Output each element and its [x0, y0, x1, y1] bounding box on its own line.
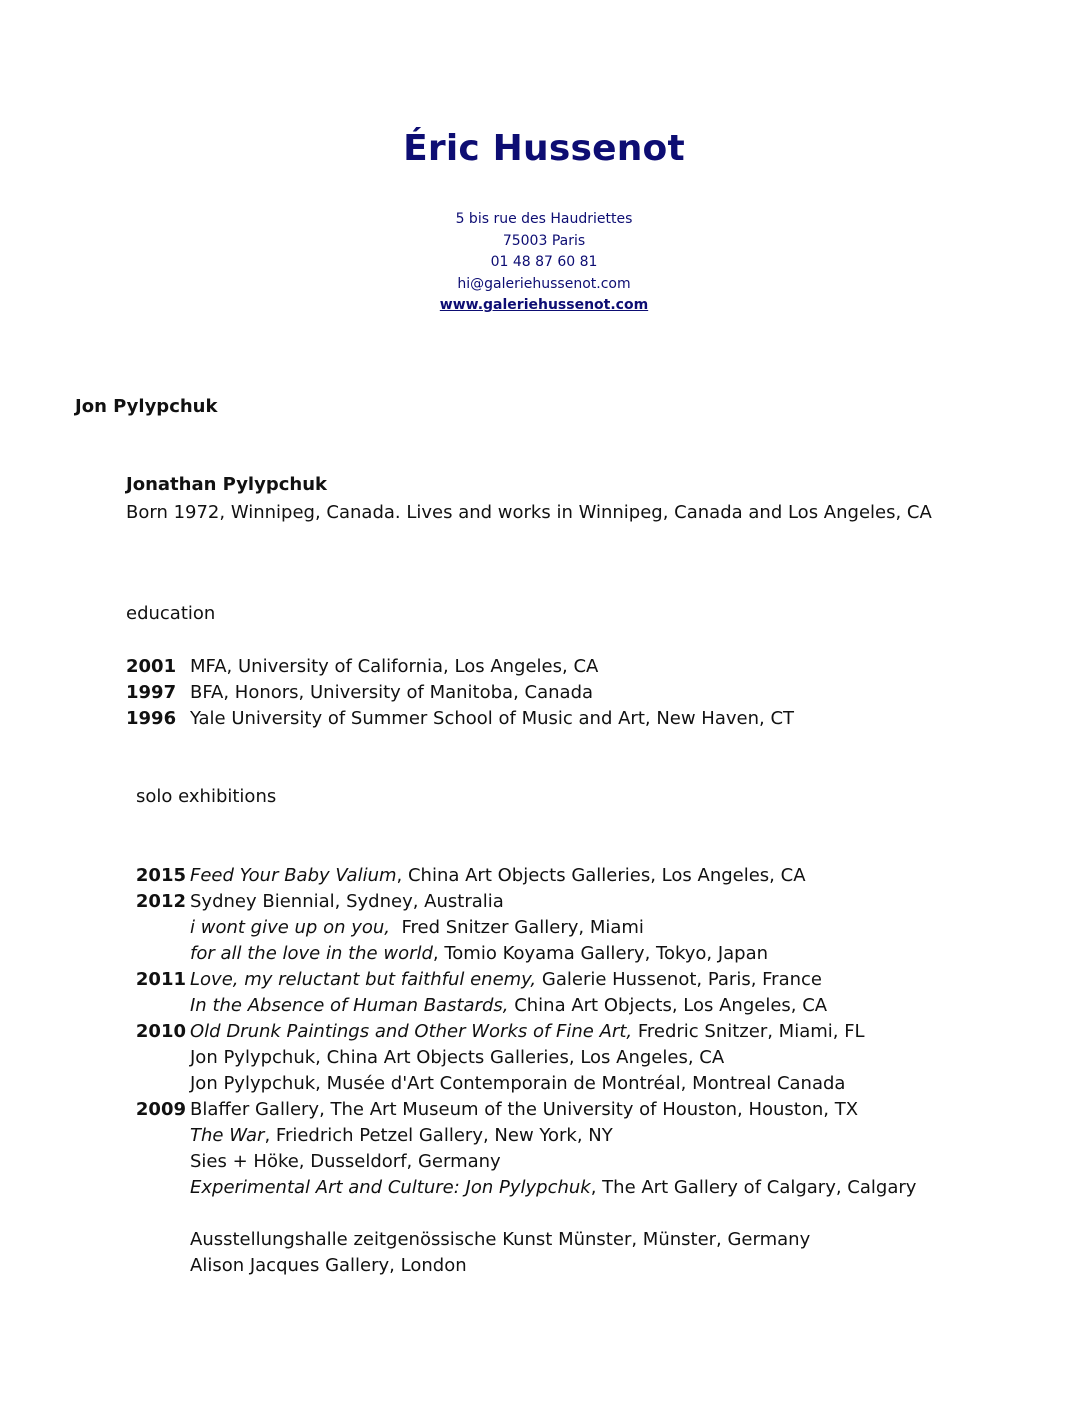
exhibition-row	[126, 967, 976, 993]
exhibition-row	[126, 1071, 976, 1097]
education-row	[126, 654, 986, 680]
exhibition-row	[126, 993, 976, 1019]
exhibition-venue: Jon Pylypchuk, Musée d'Art Contemporain de Montréal, Montreal Canada	[190, 1073, 846, 1094]
address-city: 75003 Paris	[502, 232, 586, 249]
exhibition-row	[126, 863, 976, 889]
exhibition-year: 2012	[135, 891, 186, 912]
exhibition-venue: , The Art Gallery of Calgary, Calgary	[590, 1177, 917, 1198]
solo-exhibitions-heading: solo exhibitions	[136, 786, 277, 807]
exhibition-row	[126, 1097, 976, 1123]
artist-short-name: Jon Pylypchuk	[75, 396, 218, 417]
exhibition-entry	[190, 1175, 976, 1201]
exhibition-year: 2010	[135, 1021, 186, 1042]
education-year: 1996	[126, 708, 177, 729]
exhibition-row	[126, 1175, 976, 1227]
exhibition-entry	[190, 915, 976, 941]
exhibition-entry	[190, 1045, 976, 1071]
exhibition-title: Old Drunk Paintings and Other Works of Fine Art,	[190, 1021, 633, 1042]
gallery-website-link[interactable]: www.galeriehussenot.com	[439, 297, 649, 313]
exhibition-venue: Sydney Biennial, Sydney, Australia	[190, 891, 504, 912]
address-street: 5 bis rue des Haudriettes	[455, 211, 633, 227]
exhibition-entry	[190, 941, 976, 967]
exhibition-entry	[190, 1149, 976, 1175]
exhibition-venue: Sies + Höke, Dusseldorf, Germany	[190, 1151, 501, 1172]
exhibition-row	[126, 1123, 976, 1149]
exhibition-venue: Jon Pylypchuk, China Art Objects Galleries, Los Angeles, CA	[190, 1047, 725, 1068]
exhibition-entry	[190, 993, 976, 1019]
exhibition-title: In the Absence of Human Bastards,	[190, 995, 509, 1016]
exhibition-title: Experimental Art and Culture: Jon Pylypchuk	[190, 1177, 591, 1198]
exhibition-year: 2011	[135, 969, 186, 990]
exhibition-row	[126, 1253, 976, 1279]
exhibition-venue: Fred Snitzer Gallery, Miami	[390, 917, 644, 938]
exhibition-entry	[190, 1019, 976, 1045]
solo-exhibitions-list	[126, 863, 976, 1279]
exhibition-title: Feed Your Baby Valium	[190, 865, 397, 886]
education-heading: education	[126, 603, 216, 624]
exhibition-entry	[190, 1123, 976, 1149]
exhibition-entry	[190, 1253, 976, 1279]
artist-full-name: Jonathan Pylypchuk	[126, 474, 327, 495]
exhibition-entry	[190, 1227, 976, 1253]
gallery-name: Éric Hussenot	[403, 128, 685, 169]
exhibition-venue: , Tomio Koyama Gallery, Tokyo, Japan	[432, 943, 769, 964]
exhibition-entry	[190, 1097, 976, 1123]
exhibition-title: The War	[190, 1125, 265, 1146]
education-year: 1997	[126, 682, 177, 703]
exhibition-row	[126, 941, 976, 967]
exhibition-row	[126, 1149, 976, 1175]
exhibition-venue: , Friedrich Petzel Gallery, New York, NY	[264, 1125, 613, 1146]
exhibition-venue: Galerie Hussenot, Paris, France	[536, 969, 822, 990]
exhibition-row	[126, 1227, 976, 1253]
exhibition-title: Love, my reluctant but faithful enemy,	[190, 969, 537, 990]
exhibition-row	[126, 889, 976, 915]
education-row	[126, 706, 986, 732]
education-year: 2001	[126, 656, 177, 677]
exhibition-entry	[190, 863, 976, 889]
exhibition-year: 2015	[135, 865, 186, 886]
education-entry: Yale University of Summer School of Music and Art, New Haven, CT	[190, 708, 795, 729]
gallery-email[interactable]: hi@galeriehussenot.com	[457, 275, 631, 292]
exhibition-venue: Alison Jacques Gallery, London	[190, 1255, 467, 1276]
exhibition-title: for all the love in the world	[190, 943, 433, 964]
artist-bio: Born 1972, Winnipeg, Canada. Lives and works in Winnipeg, Canada and Los Angeles, CA	[126, 502, 932, 523]
exhibition-year: 2009	[135, 1099, 186, 1120]
exhibition-title: i wont give up on you,	[190, 917, 391, 938]
exhibition-row	[126, 915, 976, 941]
education-list	[126, 654, 986, 732]
exhibition-entry	[190, 1071, 976, 1097]
gallery-phone: 01 48 87 60 81	[490, 254, 598, 270]
education-entry: MFA, University of California, Los Angeles, CA	[190, 656, 599, 677]
exhibition-row	[126, 1019, 976, 1045]
education-row	[126, 680, 986, 706]
education-entry: BFA, Honors, University of Manitoba, Canada	[190, 682, 594, 703]
exhibition-venue: Ausstellungshalle zeitgenössische Kunst Münster, Münster, Germany	[190, 1229, 811, 1250]
exhibition-venue: , China Art Objects Galleries, Los Angeles, CA	[396, 865, 806, 886]
exhibition-venue: China Art Objects, Los Angeles, CA	[508, 995, 828, 1016]
exhibition-entry	[190, 889, 976, 915]
gallery-address	[0, 209, 1088, 317]
exhibition-venue: Fredric Snitzer, Miami, FL	[632, 1021, 865, 1042]
exhibition-row	[126, 1045, 976, 1071]
exhibition-venue: Blaffer Gallery, The Art Museum of the University of Houston, Houston, TX	[190, 1099, 859, 1120]
exhibition-entry	[190, 967, 976, 993]
